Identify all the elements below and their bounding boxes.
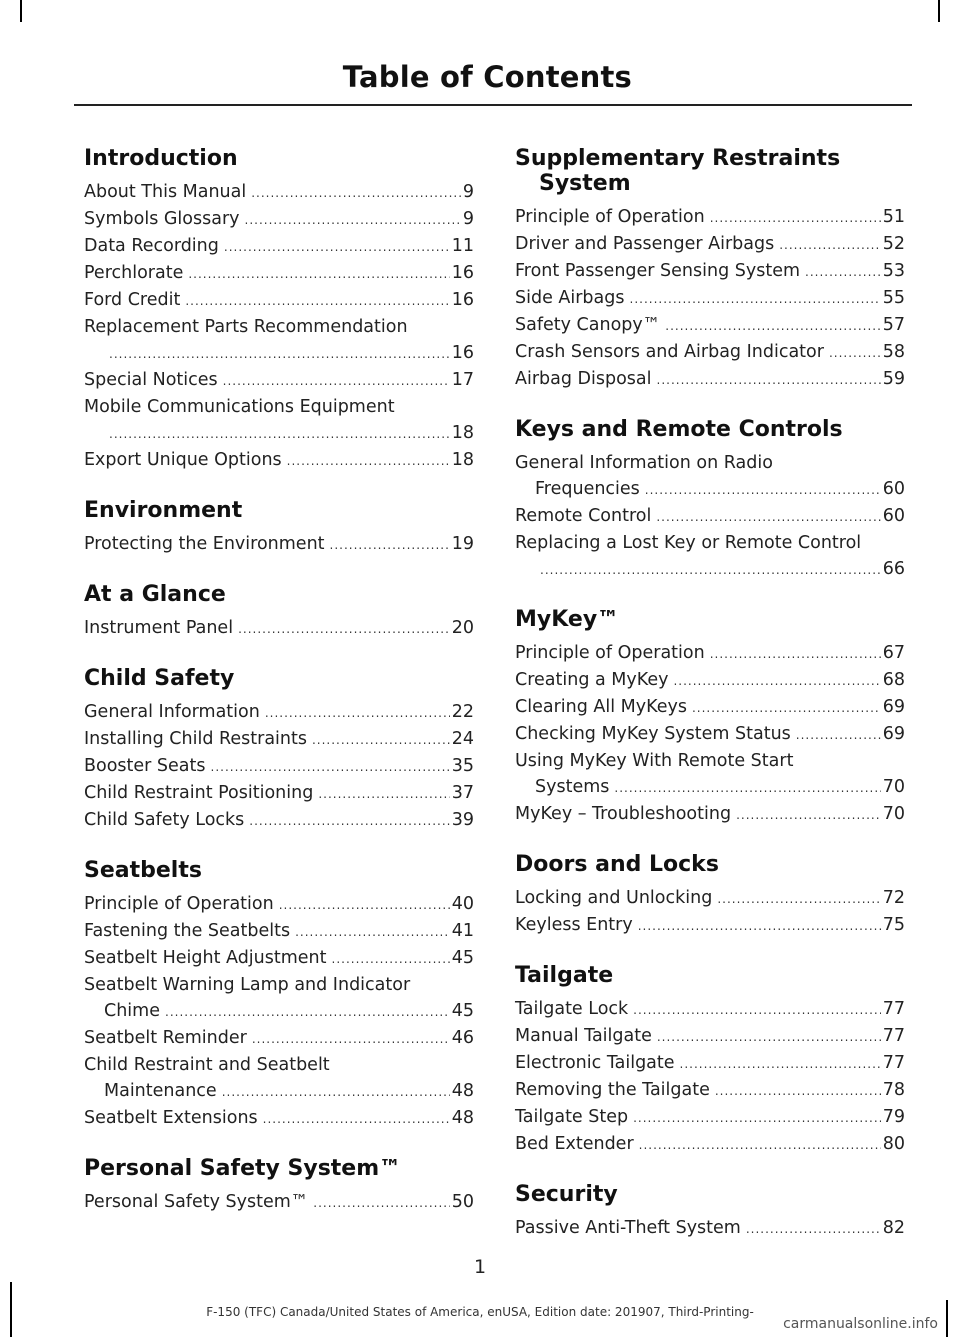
toc-entry-label: Principle of Operation bbox=[515, 643, 705, 663]
toc-entry-page: 37 bbox=[451, 783, 474, 803]
section-heading: Child Safety bbox=[84, 666, 235, 691]
dot-leader bbox=[318, 781, 449, 807]
toc-entry-label: Fastening the Seatbelts bbox=[84, 921, 291, 941]
toc-entry-label: MyKey – Troubleshooting bbox=[515, 804, 732, 824]
dot-leader bbox=[638, 913, 881, 939]
toc-entry-page: 77 bbox=[882, 1026, 905, 1046]
toc-entry[interactable] bbox=[84, 699, 474, 726]
section-heading: Supplementary Restraints System bbox=[515, 146, 841, 196]
dot-leader bbox=[746, 1216, 881, 1242]
toc-entry-page: 66 bbox=[882, 559, 905, 579]
toc-entry-label: Crash Sensors and Airbag Indicator bbox=[515, 342, 824, 362]
dot-leader bbox=[656, 504, 880, 530]
dot-leader bbox=[263, 1106, 450, 1132]
toc-entry[interactable] bbox=[515, 885, 905, 912]
dot-leader bbox=[673, 668, 880, 694]
toc-entry-page: 69 bbox=[882, 724, 905, 744]
toc-entry-label: Tailgate Step bbox=[515, 1107, 629, 1127]
section-heading: Introduction bbox=[84, 146, 238, 171]
toc-entry[interactable] bbox=[515, 258, 905, 285]
toc-entry-label: Replacement Parts Recommendation bbox=[84, 317, 408, 337]
toc-section bbox=[84, 666, 474, 834]
toc-entry-label: Keyless Entry bbox=[515, 915, 633, 935]
toc-entry-page: 9 bbox=[462, 209, 474, 229]
toc-entry-label: Data Recording bbox=[84, 236, 219, 256]
toc-entry-label-cont: Chime bbox=[104, 1001, 160, 1021]
toc-entry-label: Personal Safety System™ bbox=[84, 1192, 309, 1212]
toc-entry-label: Checking MyKey System Status bbox=[515, 724, 791, 744]
dot-leader bbox=[330, 532, 450, 558]
dot-leader bbox=[223, 368, 450, 394]
toc-entry[interactable] bbox=[515, 1104, 905, 1131]
dot-leader bbox=[657, 1024, 881, 1050]
toc-entry-label: Instrument Panel bbox=[84, 618, 234, 638]
toc-entry[interactable] bbox=[515, 204, 905, 231]
toc-entry[interactable] bbox=[84, 287, 474, 314]
section-heading: Environment bbox=[84, 498, 243, 523]
toc-entry-label: Child Restraint Positioning bbox=[84, 783, 314, 803]
dot-leader bbox=[639, 1132, 881, 1158]
dot-leader bbox=[211, 754, 450, 780]
dot-leader bbox=[633, 997, 881, 1023]
dot-leader bbox=[313, 1190, 449, 1216]
toc-entry[interactable] bbox=[515, 912, 905, 939]
toc-entry-label: Airbag Disposal bbox=[515, 369, 652, 389]
page-title: Table of Contents bbox=[342, 60, 632, 94]
toc-entry[interactable] bbox=[84, 1025, 474, 1052]
section-heading: Seatbelts bbox=[84, 858, 202, 883]
section-heading: Keys and Remote Controls bbox=[515, 417, 843, 442]
dot-leader bbox=[251, 180, 461, 206]
toc-entry-page: 22 bbox=[451, 702, 474, 722]
toc-entry-label: Installing Child Restraints bbox=[84, 729, 307, 749]
toc-entry[interactable] bbox=[515, 1215, 905, 1242]
toc-section bbox=[515, 963, 905, 1158]
toc-entry-page: 16 bbox=[451, 290, 474, 310]
toc-entry-label: Child Safety Locks bbox=[84, 810, 245, 830]
toc-entry-page: 52 bbox=[882, 234, 905, 254]
dot-leader bbox=[796, 722, 881, 748]
dot-leader bbox=[805, 259, 881, 285]
toc-entry-page: 18 bbox=[451, 423, 474, 443]
toc-entry-label: Creating a MyKey bbox=[515, 670, 669, 690]
toc-entry-page: 60 bbox=[882, 479, 905, 499]
toc-entry-label: General Information bbox=[84, 702, 260, 722]
toc-entry-label: Seatbelt Warning Lamp and Indicator bbox=[84, 975, 411, 995]
toc-entry-page: 51 bbox=[882, 207, 905, 227]
dot-leader bbox=[249, 808, 449, 834]
toc-column-left bbox=[84, 146, 474, 1240]
title-rule bbox=[74, 104, 912, 106]
toc-entry-page: 79 bbox=[882, 1107, 905, 1127]
toc-entry-label: Electronic Tailgate bbox=[515, 1053, 675, 1073]
dot-leader bbox=[710, 205, 881, 231]
toc-entry-page: 59 bbox=[882, 369, 905, 389]
dot-leader bbox=[829, 340, 881, 366]
dot-leader bbox=[287, 448, 450, 474]
toc-entry[interactable] bbox=[515, 667, 905, 694]
toc-entry-page: 75 bbox=[882, 915, 905, 935]
toc-entry[interactable] bbox=[515, 366, 905, 393]
dot-leader bbox=[245, 207, 461, 233]
toc-entry-label: Safety Canopy™ bbox=[515, 315, 661, 335]
toc-entry-label: Child Restraint and Seatbelt bbox=[84, 1055, 330, 1075]
dot-leader bbox=[332, 946, 450, 972]
toc-entry[interactable] bbox=[515, 231, 905, 258]
toc-entry-page: 53 bbox=[882, 261, 905, 281]
toc-entry[interactable] bbox=[515, 1023, 905, 1050]
toc-entry-label: Removing the Tailgate bbox=[515, 1080, 710, 1100]
toc-entry[interactable] bbox=[84, 1105, 474, 1132]
dot-leader bbox=[222, 1079, 450, 1105]
toc-entry-page: 82 bbox=[882, 1218, 905, 1238]
toc-entry[interactable] bbox=[84, 807, 474, 834]
toc-entry-label: Mobile Communications Equipment bbox=[84, 397, 395, 417]
toc-entry-page: 20 bbox=[451, 618, 474, 638]
toc-entry[interactable] bbox=[515, 450, 905, 503]
toc-entry-label: General Information on Radio bbox=[515, 453, 773, 473]
dot-leader bbox=[540, 557, 881, 583]
toc-section bbox=[515, 1182, 905, 1242]
toc-entry-label-cont: Systems bbox=[535, 777, 610, 797]
section-heading: At a Glance bbox=[84, 582, 226, 607]
toc-entry[interactable] bbox=[84, 367, 474, 394]
toc-entry[interactable] bbox=[84, 531, 474, 558]
toc-entry-label: Driver and Passenger Airbags bbox=[515, 234, 775, 254]
toc-entry-page: 40 bbox=[451, 894, 474, 914]
toc-entry[interactable] bbox=[84, 945, 474, 972]
toc-entry-label: Seatbelt Extensions bbox=[84, 1108, 258, 1128]
toc-entry-page: 9 bbox=[462, 182, 474, 202]
dot-leader bbox=[312, 727, 450, 753]
toc-entry-page: 58 bbox=[882, 342, 905, 362]
toc-column-right bbox=[515, 146, 905, 1266]
page-number: 1 bbox=[473, 1256, 487, 1278]
toc-entry-label: Tailgate Lock bbox=[515, 999, 629, 1019]
toc-entry[interactable] bbox=[84, 615, 474, 642]
toc-entry[interactable] bbox=[515, 996, 905, 1023]
toc-entry[interactable] bbox=[515, 1077, 905, 1104]
toc-section bbox=[84, 498, 474, 558]
toc-entry[interactable] bbox=[515, 801, 905, 828]
section-heading: Doors and Locks bbox=[515, 852, 719, 877]
toc-entry-label: Clearing All MyKeys bbox=[515, 697, 687, 717]
toc-entry-label-cont: Maintenance bbox=[104, 1081, 217, 1101]
toc-entry-label: Locking and Unlocking bbox=[515, 888, 713, 908]
toc-entry[interactable] bbox=[84, 260, 474, 287]
toc-entry-page: 19 bbox=[451, 534, 474, 554]
toc-entry-label: Front Passenger Sensing System bbox=[515, 261, 801, 281]
toc-section bbox=[515, 607, 905, 828]
toc-entry[interactable] bbox=[84, 206, 474, 233]
toc-section bbox=[515, 146, 905, 393]
toc-entry-page: 70 bbox=[882, 804, 905, 824]
dot-leader bbox=[238, 616, 450, 642]
toc-entry-page: 77 bbox=[882, 999, 905, 1019]
toc-entry-page: 57 bbox=[882, 315, 905, 335]
dot-leader bbox=[109, 421, 450, 447]
toc-entry[interactable] bbox=[515, 503, 905, 530]
crop-mark-top-right bbox=[938, 0, 940, 22]
dot-leader bbox=[645, 477, 881, 503]
toc-entry[interactable] bbox=[84, 726, 474, 753]
toc-entry-label: About This Manual bbox=[84, 182, 247, 202]
toc-entry-page: 78 bbox=[882, 1080, 905, 1100]
dot-leader bbox=[279, 892, 450, 918]
dot-leader bbox=[779, 232, 881, 258]
dot-leader bbox=[710, 641, 881, 667]
toc-entry-label: Principle of Operation bbox=[515, 207, 705, 227]
toc-entry-page: 48 bbox=[451, 1081, 474, 1101]
toc-entry-label: Perchlorate bbox=[84, 263, 184, 283]
toc-entry-label: Bed Extender bbox=[515, 1134, 634, 1154]
toc-entry-label: Principle of Operation bbox=[84, 894, 274, 914]
toc-entry-page: 39 bbox=[451, 810, 474, 830]
section-heading: MyKey™ bbox=[515, 607, 620, 632]
toc-entry-page: 45 bbox=[451, 1001, 474, 1021]
toc-entry-page: 16 bbox=[451, 343, 474, 363]
dot-leader bbox=[614, 775, 880, 801]
toc-entry-label: Passive Anti-Theft System bbox=[515, 1218, 741, 1238]
toc-entry-label: Ford Credit bbox=[84, 290, 181, 310]
toc-entry-page: 16 bbox=[451, 263, 474, 283]
toc-section bbox=[84, 582, 474, 642]
toc-entry[interactable] bbox=[515, 285, 905, 312]
toc-entry-label: Seatbelt Reminder bbox=[84, 1028, 247, 1048]
toc-section bbox=[515, 417, 905, 583]
toc-entry-page: 35 bbox=[451, 756, 474, 776]
toc-entry[interactable] bbox=[84, 314, 474, 367]
toc-entry[interactable] bbox=[515, 721, 905, 748]
toc-entry-page: 67 bbox=[882, 643, 905, 663]
toc-entry[interactable] bbox=[515, 1131, 905, 1158]
toc-section bbox=[84, 858, 474, 1132]
toc-entry[interactable] bbox=[84, 233, 474, 260]
toc-entry-label: Protecting the Environment bbox=[84, 534, 325, 554]
toc-entry-label: Special Notices bbox=[84, 370, 218, 390]
toc-entry[interactable] bbox=[515, 339, 905, 366]
edition-footer: F-150 (TFC) Canada/United States of America, enUSA, Edition date: 201907, Third-Printing- bbox=[206, 1305, 754, 1319]
toc-entry-page: 46 bbox=[451, 1028, 474, 1048]
toc-entry-label: Remote Control bbox=[515, 506, 652, 526]
toc-entry-page: 17 bbox=[451, 370, 474, 390]
toc-entry[interactable] bbox=[515, 1050, 905, 1077]
crop-mark-top-left bbox=[20, 0, 22, 22]
toc-entry-page: 45 bbox=[451, 948, 474, 968]
toc-entry-label-cont: Frequencies bbox=[535, 479, 640, 499]
toc-entry-page: 41 bbox=[451, 921, 474, 941]
dot-leader bbox=[185, 288, 449, 314]
toc-entry-page: 55 bbox=[882, 288, 905, 308]
toc-entry[interactable] bbox=[84, 891, 474, 918]
dot-leader bbox=[715, 1078, 881, 1104]
toc-entry-label: Manual Tailgate bbox=[515, 1026, 652, 1046]
dot-leader bbox=[665, 313, 880, 339]
dot-leader bbox=[692, 695, 881, 721]
toc-entry-label: Side Airbags bbox=[515, 288, 625, 308]
toc-entry-page: 70 bbox=[882, 777, 905, 797]
toc-entry[interactable] bbox=[515, 312, 905, 339]
toc-entry[interactable] bbox=[515, 694, 905, 721]
dot-leader bbox=[633, 1105, 881, 1131]
dot-leader bbox=[736, 802, 881, 828]
toc-entry[interactable] bbox=[84, 394, 474, 447]
dot-leader bbox=[680, 1051, 881, 1077]
dot-leader bbox=[188, 261, 449, 287]
toc-entry[interactable] bbox=[84, 447, 474, 474]
section-heading: Tailgate bbox=[515, 963, 614, 988]
toc-entry[interactable] bbox=[84, 179, 474, 206]
toc-section bbox=[84, 146, 474, 474]
toc-entry-label: Using MyKey With Remote Start bbox=[515, 751, 794, 771]
dot-leader bbox=[165, 999, 450, 1025]
toc-entry[interactable] bbox=[515, 748, 905, 801]
toc-section bbox=[84, 1156, 474, 1216]
dot-leader bbox=[717, 886, 880, 912]
toc-entry[interactable] bbox=[84, 780, 474, 807]
toc-entry[interactable] bbox=[84, 1052, 474, 1105]
dot-leader bbox=[295, 919, 450, 945]
dot-leader bbox=[265, 700, 450, 726]
toc-entry-page: 77 bbox=[882, 1053, 905, 1073]
dot-leader bbox=[109, 341, 450, 367]
toc-entry-label: Replacing a Lost Key or Remote Control bbox=[515, 533, 862, 553]
dot-leader bbox=[630, 286, 881, 312]
toc-entry-page: 11 bbox=[451, 236, 474, 256]
toc-entry-page: 72 bbox=[882, 888, 905, 908]
toc-entry-label: Export Unique Options bbox=[84, 450, 282, 470]
toc-entry-page: 69 bbox=[882, 697, 905, 717]
toc-entry[interactable] bbox=[84, 972, 474, 1025]
toc-entry-page: 18 bbox=[451, 450, 474, 470]
toc-entry[interactable] bbox=[84, 918, 474, 945]
toc-entry[interactable] bbox=[84, 1189, 474, 1216]
toc-entry-page: 68 bbox=[882, 670, 905, 690]
toc-entry-page: 50 bbox=[451, 1192, 474, 1212]
toc-entry-label: Seatbelt Height Adjustment bbox=[84, 948, 327, 968]
toc-entry-page: 80 bbox=[882, 1134, 905, 1154]
dot-leader bbox=[252, 1026, 450, 1052]
toc-entry-page: 48 bbox=[451, 1108, 474, 1128]
toc-entry-label: Booster Seats bbox=[84, 756, 206, 776]
section-heading: Personal Safety System™ bbox=[84, 1156, 402, 1181]
toc-entry[interactable] bbox=[515, 530, 905, 583]
section-heading: Security bbox=[515, 1182, 618, 1207]
dot-leader bbox=[224, 234, 450, 260]
watermark: carmanualsonline.info bbox=[783, 1316, 938, 1332]
toc-entry-page: 60 bbox=[882, 506, 905, 526]
dot-leader bbox=[657, 367, 881, 393]
toc-entry-page: 24 bbox=[451, 729, 474, 749]
toc-section bbox=[515, 852, 905, 939]
toc-entry-label: Symbols Glossary bbox=[84, 209, 240, 229]
toc-entry[interactable] bbox=[515, 640, 905, 667]
toc-entry[interactable] bbox=[84, 753, 474, 780]
